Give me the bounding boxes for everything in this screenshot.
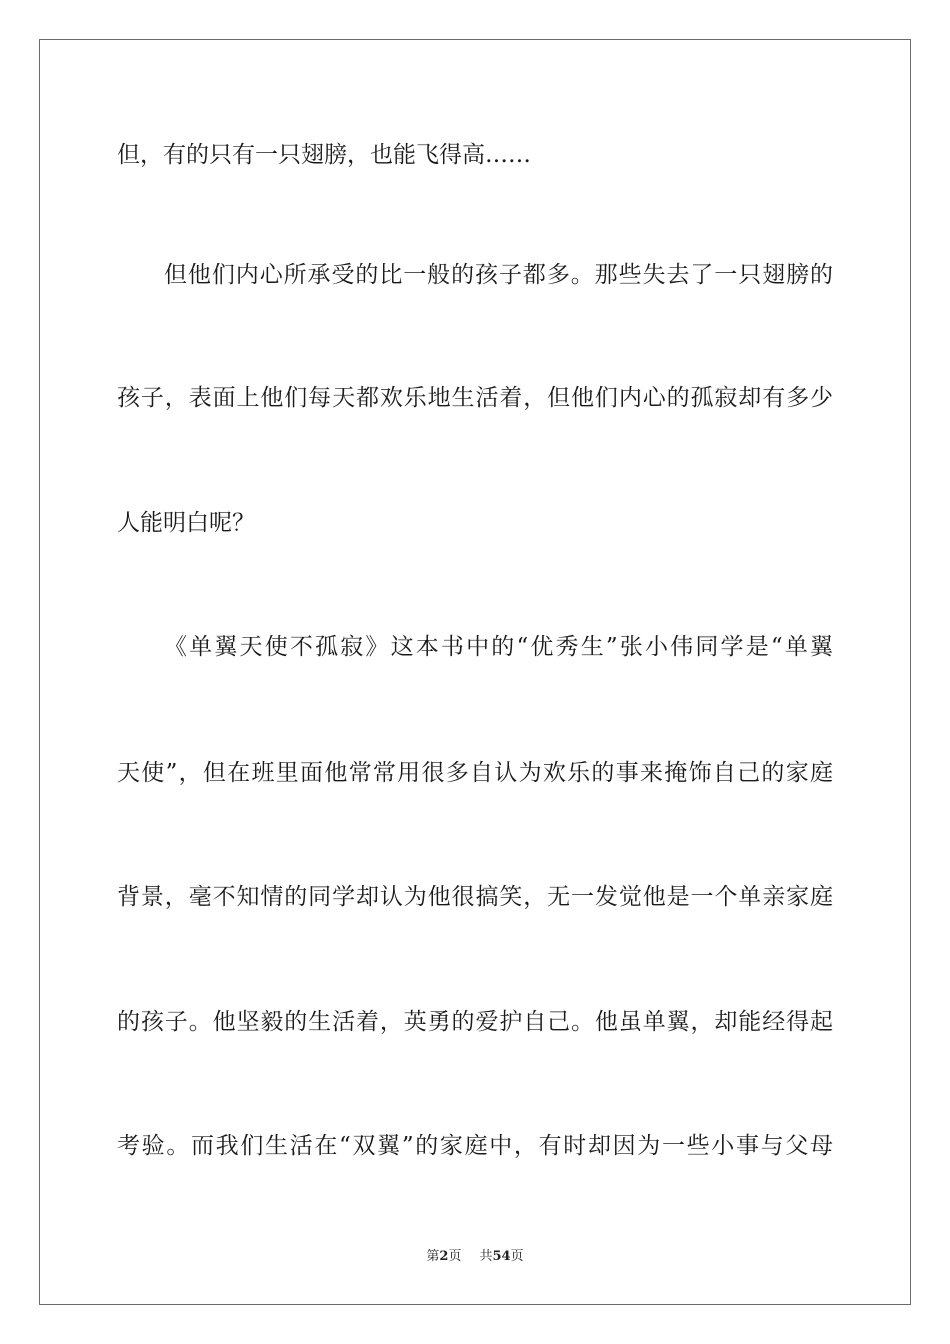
page-border: [39, 39, 911, 1305]
text-line-5: 《单翼天使不孤寂》这本书中的“优秀生”张小伟同学是“单翼: [164, 634, 833, 660]
text-line-1: 但，有的只有一只翅膀，也能飞得高……: [117, 142, 531, 168]
text-line-9: 考验。而我们生活在“双翼”的家庭中，有时却因为一些小事与父母: [117, 1133, 833, 1159]
page-prefix: 第: [426, 1249, 440, 1264]
text-line-2: 但他们内心所承受的比一般的孩子都多。那些失去了一只翅膀的: [164, 262, 833, 288]
text-line-7: 背景，毫不知情的同学却认为他很搞笑，无一发觉他是一个单亲家庭: [117, 884, 833, 910]
total-prefix: 共: [479, 1249, 493, 1264]
text-line-6: 天使”，但在班里面他常常用很多自认为欢乐的事来掩饰自己的家庭: [117, 760, 833, 786]
page-footer: [0, 1248, 950, 1266]
text-line-4: 人能明白呢？: [117, 510, 255, 536]
text-line-8: 的孩子。他坚毅的生活着，英勇的爱护自己。他虽单翼，却能经得起: [117, 1009, 833, 1035]
text-line-3: 孩子，表面上他们每天都欢乐地生活着，但他们内心的孤寂却有多少: [117, 385, 833, 411]
page-number: 2: [439, 1249, 449, 1264]
page-suffix: 页: [448, 1249, 462, 1264]
total-suffix: 页: [510, 1249, 524, 1264]
total-pages: 54: [492, 1249, 511, 1264]
